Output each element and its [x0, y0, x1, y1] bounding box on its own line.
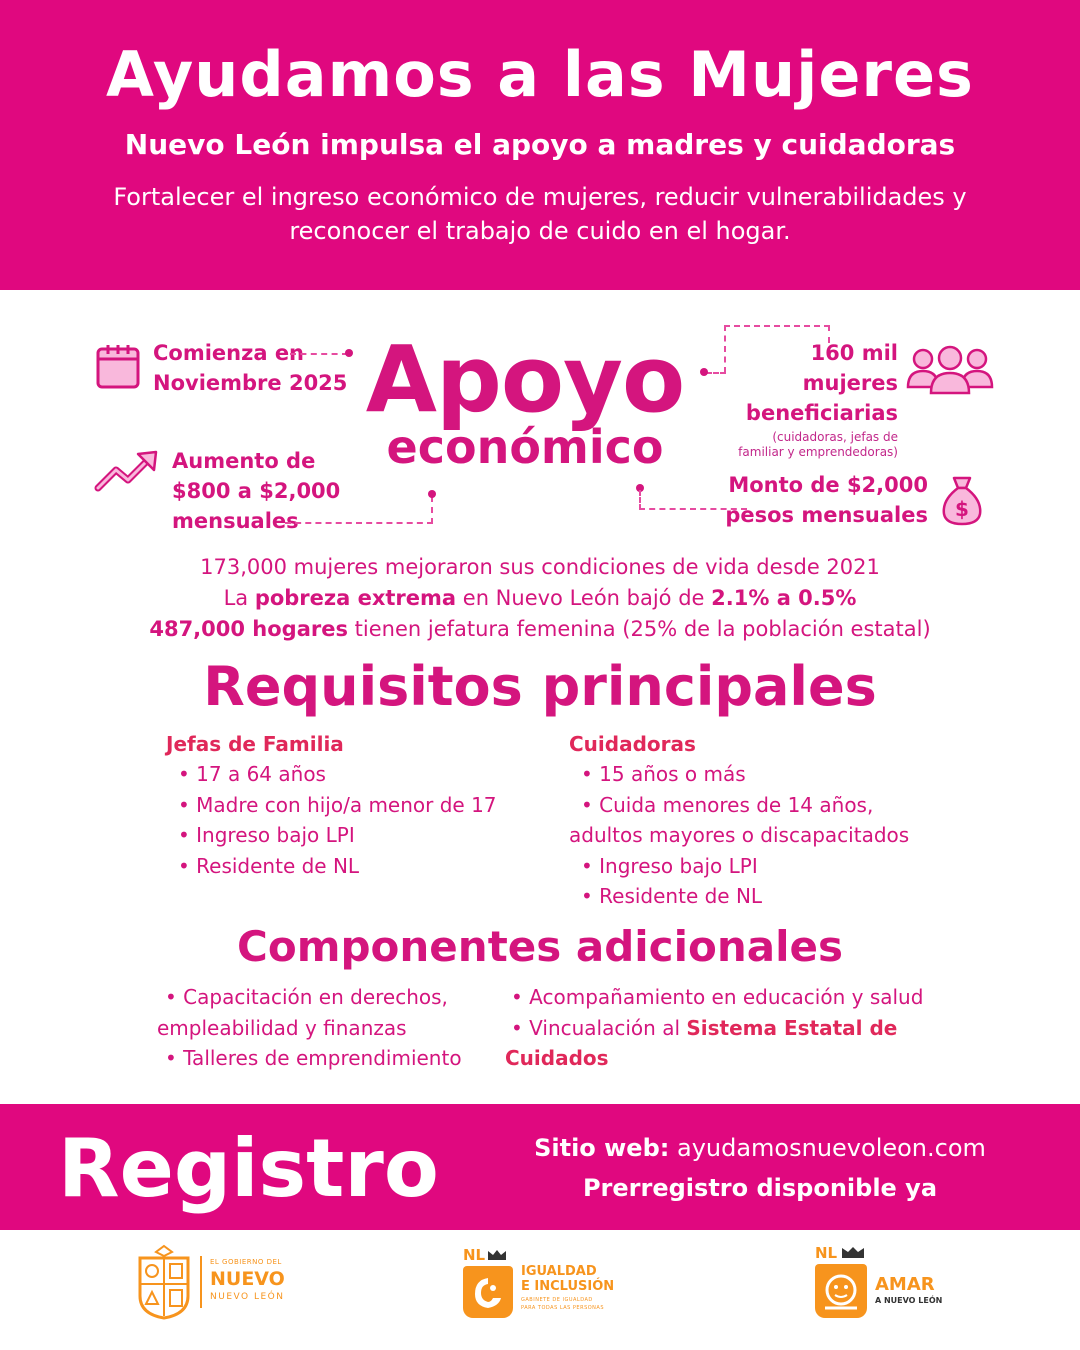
users-group-icon [905, 345, 995, 399]
stat-line: La pobreza extrema en Nuevo León bajó de 2.1% a 0.5% [223, 586, 857, 610]
stat-line: 173,000 mujeres mejoraron sus condiciones de vida desde 2021 [200, 555, 880, 579]
registro-heading: Registro [58, 1122, 439, 1215]
list-item: • 15 años o más [581, 762, 746, 786]
lion-emblem-icon [815, 1264, 867, 1318]
components-heading: Componentes adicionales [237, 922, 843, 971]
trend-up-arrow-icon [94, 450, 160, 496]
requirements-heading: Requisitos principales [203, 655, 877, 718]
coat-of-arms-icon [134, 1244, 194, 1320]
list-item: • Residente de NL [178, 853, 360, 878]
registro-info [500, 1128, 1020, 1208]
cuidadoras-title: Cuidadoras [569, 732, 696, 756]
connector-line [639, 490, 641, 510]
jefas-list [166, 759, 497, 881]
calendar-icon [96, 343, 140, 393]
beneficiaries-note: (cuidadoras, jefas de [772, 430, 898, 444]
components-right-list [505, 982, 923, 1074]
list-item: • Madre con hijo/a menor de 17 [178, 792, 497, 817]
connector-line [290, 353, 348, 355]
stats-block [0, 552, 1080, 645]
logo-text: EL GOBIERNO DEL [210, 1258, 282, 1266]
connector-line [431, 496, 433, 524]
list-item: • Acompañamiento en educación y salud [511, 985, 924, 1009]
igualdad-shield-icon [463, 1266, 513, 1318]
apoyo-title-line2: económico [386, 420, 664, 474]
apoyo-title-line1: Apoyo [365, 326, 685, 433]
logo-divider [200, 1256, 202, 1308]
list-item: adultos mayores o discapacitados [569, 823, 910, 847]
connector-dot [428, 490, 436, 498]
cuidadoras-list [569, 759, 909, 912]
connector-dot [345, 349, 353, 357]
logo-text: NL [463, 1246, 486, 1264]
connector-line [285, 522, 433, 524]
logo-text: NL [815, 1244, 838, 1262]
logo-text: AMAR [875, 1274, 935, 1295]
list-item: • Ingreso bajo LPI [581, 853, 758, 878]
logo-text: NUEVO [210, 1268, 285, 1290]
list-item: • Talleres de emprendimiento [165, 1046, 462, 1070]
crown-icon [841, 1246, 865, 1259]
page-description: Fortalecer el ingreso económico de mujeres, reducir vulnerabilidades y reconocer el trabajo de cuido en el hogar. [113, 183, 967, 245]
list-item: • Ingreso bajo LPI [178, 823, 355, 847]
website-link[interactable]: Sitio web: ayudamosnuevoleon.com [534, 1134, 986, 1162]
list-item: empleabilidad y finanzas [157, 1015, 407, 1040]
crown-icon [487, 1249, 507, 1261]
logo-text: IGUALDAD E INCLUSIÓN [521, 1264, 615, 1294]
list-item: • Residente de NL [581, 884, 763, 908]
start-date-fact: Comienza en Noviembre 2025 [153, 341, 348, 395]
logo-text: GABINETE DE IGUALDAD PARA TODAS LAS PERSONAS [521, 1297, 605, 1311]
connector-dot [700, 368, 708, 376]
header-band [0, 0, 1080, 290]
stat-line: 487,000 hogares tienen jefatura femenina (25% de la población estatal) [149, 617, 931, 641]
page-title: Ayudamos a las Mujeres [106, 38, 974, 111]
logo-text: NUEVO LEÓN [210, 1292, 285, 1302]
beneficiaries-fact: 160 mil mujeres beneficiarias (cuidadoras, jefas de familiar y emprendedoras) [720, 338, 898, 460]
increase-fact: Aumento de $800 a $2,000 mensuales [172, 449, 341, 533]
gobierno-logo [134, 1244, 304, 1324]
page-subtitle: Nuevo León impulsa el apoyo a madres y cuidadoras [124, 128, 956, 161]
list-item: • Capacitación en derechos, [165, 985, 448, 1009]
prereg-text: Prerregistro disponible ya [582, 1174, 938, 1202]
list-item: Cuidados [505, 1046, 609, 1070]
amount-fact: Monto de $2,000 pesos mensuales [725, 473, 928, 527]
jefas-title: Jefas de Familia [166, 732, 344, 756]
list-item: • Cuida menores de 14 años, [581, 792, 874, 817]
apoyo-title [355, 326, 695, 474]
amar-logo [815, 1244, 955, 1322]
registro-band [0, 1104, 1080, 1230]
connector-line [724, 325, 830, 327]
svg-text:$: $ [955, 497, 969, 521]
logo-text: A NUEVO LEÓN [875, 1296, 943, 1305]
list-item: • 17 a 64 años [178, 762, 326, 786]
money-bag-icon [940, 474, 984, 530]
igualdad-logo [463, 1246, 633, 1322]
components-left-list [157, 982, 462, 1074]
list-item: • Vincualación al Sistema Estatal de [511, 1015, 898, 1040]
